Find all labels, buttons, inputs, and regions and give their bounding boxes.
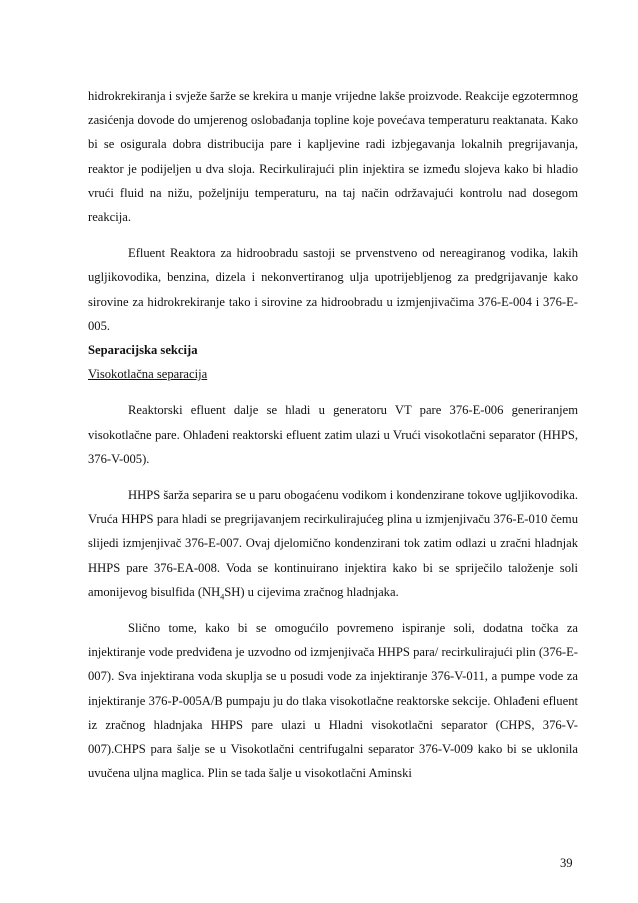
paragraph-hhps-text-1: HHPS šarža separira se u paru obogaćenu vodikom i kondenzirane tokove ugljikovodika. Vruća HHPS para hladi se pregrijavanjem recirkulirajućeg plina u izmjenjivaču 376-E-010 čemu slijedi izmjenjivač 376-E-007. Ovaj djelomično kondenzirani tok zatim odlazi u zračni hladnjak HHPS pare 376-EA-008. Voda se kontinuirano injektira kako bi se spriječilo taloženje soli amonijevog bisulfida (NH: [88, 488, 578, 599]
paragraph-effluent: Efluent Reaktora za hidroobradu sastoji se prvenstveno od nereagiranog vodika, lakih ugljikovodika, benzina, dizela i nekonvertiranog ulja upotrijebljenog za predgrijavanje kako sirovine za hidrokrekiranje tako i sirovine za hidroobradu u izmjenjivačima 376-E-004 i 376-E-005.: [88, 246, 578, 333]
page-number: 39: [560, 856, 573, 870]
section-subheading: Visokotlačna separacija: [88, 367, 208, 382]
paragraph-hhps: [88, 483, 578, 604]
paragraph-hhps-text-2: SH) u cijevima zračnog hladnjaka.: [224, 584, 399, 599]
paragraph-injection: Slično tome, kako bi se omogućilo povremeno ispiranje soli, dodatna točka za injektiranje vode predviđena je uzvodno od izmjenjivača HHPS para/ recirkulirajući plin (376-E-007). Sva injektirana voda skuplja se u posudi vode za injektiranje 376-V-011, a pumpe vode za injektiranje 376-P-005A/B pumpaju ju do tlaka visokotlačne reaktorske sekcije. Ohlađeni efluent iz zračnog hladnjaka HHPS pare ulazi u Hladni visokotlačni separator (CHPS, 376-V-007).CHPS para šalje se u Visokotlačni centrifugalni separator 376-V-009 kako bi se uklonila uvučena uljna maglica. Plin se tada šalje u visokotlačni Aminski: [88, 621, 578, 781]
section-heading: Separacijska sekcija: [88, 343, 198, 358]
paragraph-cooling: Reaktorski efluent dalje se hladi u generatoru VT pare 376-E-006 generiranjem visokotlačne pare. Ohlađeni reaktorski efluent zatim ulazi u Vrući visokotlačni separator (HHPS, 376-V-005).: [88, 403, 578, 466]
document-body: [88, 84, 578, 785]
paragraph-reaction: hidrokrekiranja i svježe šarže se krekira u manje vrijedne lakše proizvode. Reakcije egzotermnog zasićenja dovode do umjerenog oslobađanja topline koje povećava temperaturu reaktanata. Kako bi se osigurala dobra distribucija pare i kapljevine radi izbjegavanja lokalnih pregrijavanja, reaktor je podijeljen u dva sloja. Recirkulirajući plin injektira se između slojeva kako bi hladio vrući fluid na nižu, poželjniju temperaturu, na taj način održavajući kontrolu nad dosegom reakcija.: [88, 89, 578, 225]
subscript-4: 4: [220, 592, 225, 602]
